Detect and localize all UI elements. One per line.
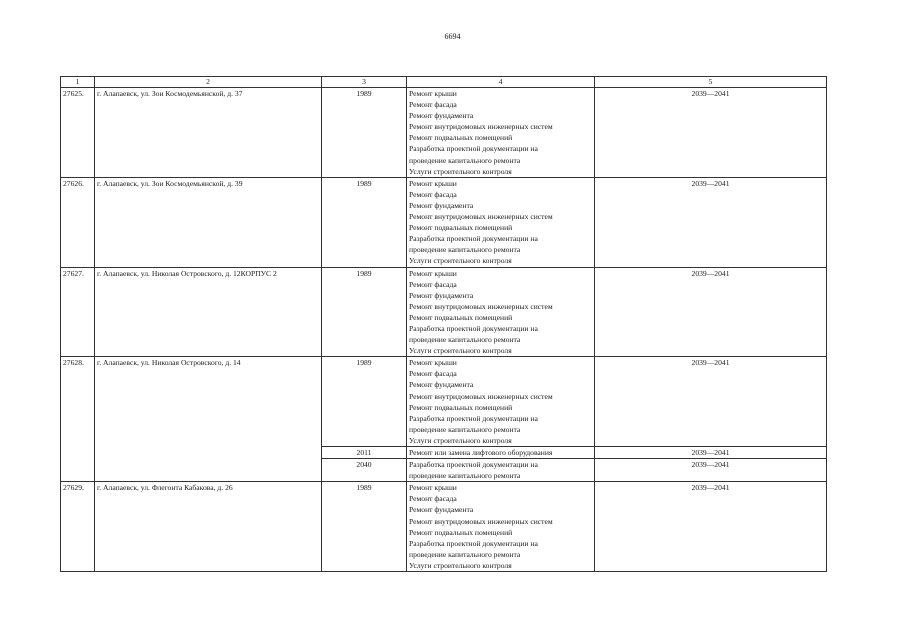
construction-year: 1989 — [322, 177, 407, 267]
record-number: 27629. — [61, 482, 95, 572]
work-item: Разработка проектной документации на — [409, 538, 538, 548]
work-item: Ремонт крыши — [409, 268, 457, 278]
works-cell — [407, 357, 595, 447]
construction-year: 2040 — [322, 459, 407, 482]
table-row — [61, 267, 827, 357]
column-header: 1 — [61, 77, 95, 88]
work-item: Услуги строительного контроля — [409, 346, 512, 356]
work-item: Ремонт фасада — [409, 494, 457, 504]
work-item: Ремонт фасада — [409, 100, 457, 110]
column-header: 4 — [407, 77, 595, 88]
column-header: 2 — [95, 77, 322, 88]
planned-period: 2039—2041 — [595, 177, 827, 267]
work-item: Ремонт фундамента — [409, 111, 474, 121]
work-item: Разработка проектной документации на — [409, 234, 538, 244]
work-item: Ремонт внутридомовых инженерных систем — [409, 301, 553, 311]
building-address: г. Алапаевск, ул. Зои Космодемьянской, д. 39 — [95, 177, 322, 267]
work-item: Ремонт внутридомовых инженерных систем — [409, 516, 553, 526]
construction-year: 2011 — [322, 447, 407, 459]
construction-year: 1989 — [322, 267, 407, 357]
work-item: Ремонт внутридомовых инженерных систем — [409, 212, 553, 222]
work-item: Разработка проектной документации на — [409, 323, 538, 333]
building-address: г. Алапаевск, ул. Флегонта Кабакова, д. 26 — [95, 482, 322, 572]
construction-year: 1989 — [322, 357, 407, 447]
table-row — [61, 357, 827, 447]
record-number: 27628. — [61, 357, 95, 482]
table-row — [61, 482, 827, 572]
work-item: Ремонт фундамента — [409, 200, 474, 210]
overhaul-registry-table — [60, 76, 827, 572]
works-cell — [407, 267, 595, 357]
work-item: Услуги строительного контроля — [409, 166, 512, 176]
planned-period: 2039—2041 — [595, 357, 827, 447]
table-row — [61, 88, 827, 178]
works-cell — [407, 177, 595, 267]
column-number-row — [61, 77, 827, 88]
work-item: Разработка проектной документации на — [409, 144, 538, 154]
work-item: Ремонт фундамента — [409, 505, 474, 515]
work-item: проведение капитального ремонта — [409, 549, 521, 559]
work-item: Ремонт крыши — [409, 178, 457, 188]
column-header: 5 — [595, 77, 827, 88]
planned-period: 2039—2041 — [595, 267, 827, 357]
building-address: г. Алапаевск, ул. Зои Космодемьянской, д. 37 — [95, 88, 322, 178]
page-number: 6694 — [444, 32, 461, 41]
column-header: 3 — [322, 77, 407, 88]
work-item: Услуги строительного контроля — [409, 560, 512, 570]
building-address: г. Алапаевск, ул. Николая Островского, д. 14 — [95, 357, 322, 482]
planned-period: 2039—2041 — [595, 459, 827, 482]
work-item: Ремонт крыши — [409, 358, 457, 368]
work-item: Ремонт подвальных помещений — [409, 133, 513, 143]
work-item: Ремонт подвальных помещений — [409, 402, 513, 412]
works-cell — [407, 447, 595, 459]
planned-period: 2039—2041 — [595, 447, 827, 459]
work-item: Ремонт внутридомовых инженерных систем — [409, 122, 553, 132]
work-item: Ремонт подвальных помещений — [409, 312, 513, 322]
planned-period: 2039—2041 — [595, 482, 827, 572]
work-item: Услуги строительного контроля — [409, 435, 512, 445]
building-address: г. Алапаевск, ул. Николая Островского, д. 12КОРПУС 2 — [95, 267, 322, 357]
work-item: проведение капитального ремонта — [409, 245, 521, 255]
planned-period: 2039—2041 — [595, 88, 827, 178]
work-item: проведение капитального ремонта — [409, 335, 521, 345]
work-item: Ремонт фундамента — [409, 290, 474, 300]
work-item: проведение капитального ремонта — [409, 155, 521, 165]
work-item: Ремонт фасада — [409, 279, 457, 289]
table-row — [61, 177, 827, 267]
work-item: Ремонт фасада — [409, 369, 457, 379]
construction-year: 1989 — [322, 88, 407, 178]
record-number: 27625. — [61, 88, 95, 178]
work-item: Ремонт подвальных помещений — [409, 223, 513, 233]
work-item: Ремонт крыши — [409, 89, 457, 98]
work-item: Ремонт фасада — [409, 189, 457, 199]
works-cell — [407, 459, 595, 482]
construction-year: 1989 — [322, 482, 407, 572]
work-item: проведение капитального ремонта — [409, 471, 521, 481]
record-number: 27627. — [61, 267, 95, 357]
work-item: Разработка проектной документации на — [409, 460, 538, 470]
work-item: проведение капитального ремонта — [409, 424, 521, 434]
work-item: Ремонт подвальных помещений — [409, 527, 513, 537]
work-item: Услуги строительного контроля — [409, 256, 512, 266]
works-cell — [407, 88, 595, 178]
work-item: Ремонт крыши — [409, 483, 457, 493]
work-item: Разработка проектной документации на — [409, 413, 538, 423]
record-number: 27626. — [61, 177, 95, 267]
work-item: Ремонт внутридомовых инженерных систем — [409, 391, 553, 401]
work-item: Ремонт фундамента — [409, 380, 474, 390]
work-item: Ремонт или замена лифтового оборудования — [409, 448, 553, 457]
works-cell — [407, 482, 595, 572]
